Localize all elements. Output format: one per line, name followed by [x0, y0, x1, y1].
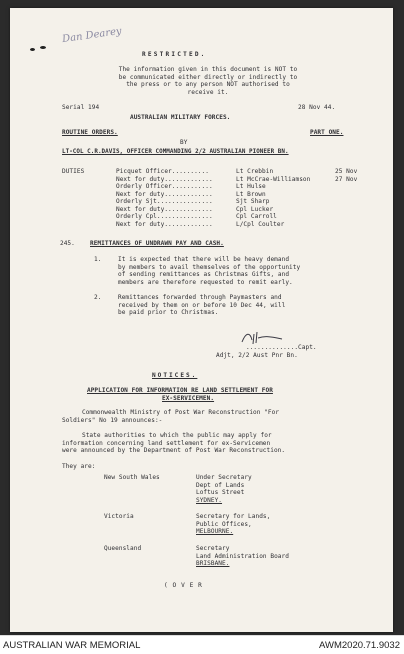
authority-line: Public Offices, [196, 520, 252, 528]
duty-person: Cpl Lucker [236, 205, 274, 213]
duty-role: Next for duty............. [116, 220, 213, 228]
duty-person: Lt Hulse [236, 183, 266, 190]
classification-heading: RESTRICTED. [142, 51, 207, 58]
serial-number: Serial 194 [62, 104, 100, 111]
orders-title: ROUTINE ORDERS. [62, 129, 118, 136]
duty-date: 25 Nov [335, 168, 358, 175]
paragraph-line: Remittances forwarded through Paymasters and [118, 294, 282, 301]
duties-label: DUTIES [62, 168, 85, 175]
paragraph-line: received by them on or before 10 Dec 44, will [118, 301, 286, 309]
authority-line: Dept of Lands [196, 481, 245, 489]
state-name: New South Wales [104, 474, 160, 481]
duty-role: Orderly Officer........... [116, 183, 213, 190]
document-page [10, 8, 393, 632]
paragraph-line: It is expected that there will be heavy demand [118, 256, 290, 263]
punch-mark [30, 48, 35, 51]
authority-line: Secretary for Lands, [196, 513, 271, 520]
item-title: REMITTANCES OF UNDRAWN PAY AND CASH. [90, 240, 224, 247]
duty-role: Next for duty............. [116, 205, 213, 213]
signature-line: ..............Capt. [246, 344, 317, 351]
footer-source: AUSTRALIAN WAR MEMORIAL [3, 640, 141, 651]
by-line: BY [180, 139, 188, 146]
paragraph-line: be paid prior to Christmas. [118, 309, 219, 316]
authority-line: Secretary [196, 545, 230, 552]
handwritten-annotation: Dan Dearey [61, 25, 123, 46]
part-title: PART ONE. [310, 129, 344, 136]
notice-intro: Commonwealth Ministry of Post War Reconstruction "For [82, 409, 280, 416]
force-heading: AUSTRALIAN MILITARY FORCES. [130, 114, 231, 121]
paragraph-line: of sending remittances as Christmas Gifts, and [118, 271, 290, 278]
notices-title: NOTICES. [152, 372, 198, 379]
state-name: Queensland [104, 545, 142, 552]
notice-heading: APPLICATION FOR INFORMATION RE LAND SETTLEMENT FOR [87, 387, 273, 394]
authority-line: Under Secretary [196, 474, 252, 481]
duty-person: L/Cpl Coulter [236, 220, 285, 228]
footer-bar [0, 635, 404, 654]
notice-heading: EX-SERVICEMEN. [162, 394, 215, 402]
paragraph-line: by members to avail themselves of the opportunity [118, 263, 301, 271]
duty-person: Cpl Carroll [236, 213, 277, 220]
duty-role: Picquet Officer.......... [116, 168, 209, 175]
authority-city: MELBOURNE. [196, 528, 234, 535]
duty-role: Orderly Sjt............... [116, 198, 213, 205]
authority-city: SYDNEY. [196, 496, 223, 504]
order-date: 28 Nov 44. [298, 104, 336, 111]
footer-accession-id: AWM2020.71.9032 [319, 640, 400, 651]
authority-line: Loftus Street [196, 489, 245, 496]
duty-role: Next for duty............. [116, 175, 213, 183]
notice-intro: Soldiers" No 19 announces:- [62, 416, 163, 424]
state-name: Victoria [104, 513, 134, 520]
duty-person: Lt McCrae-Williamson [236, 175, 311, 183]
item-number: 245. [60, 240, 75, 247]
over-marker: ( O V E R [164, 582, 203, 589]
adjutant-line: Adjt, 2/2 Aust Pnr Bn. [216, 352, 298, 359]
restriction-line-4: receive it. [187, 88, 229, 96]
paragraph-line: members are therefore requested to remit early. [118, 278, 293, 286]
notice-body: information concerning land settlement for ex-Servicemen [62, 439, 271, 447]
commander-line: LT-COL C.R.DAVIS, OFFICER COMMANDING 2/2 AUSTRALIAN PIONEER BN. [62, 149, 289, 155]
restriction-line-2: be communicated either directly or indirectly to [118, 73, 298, 81]
restriction-line-1: The information given in this document is NOT to [118, 66, 298, 73]
paragraph-number: 2. [94, 294, 102, 301]
punch-mark [40, 46, 46, 49]
duty-person: Lt Crebbin [236, 168, 274, 175]
duty-role: Orderly Cpl............... [116, 213, 213, 220]
duty-person: Sjt Sharp [236, 198, 270, 205]
authority-city: BRISBANE. [196, 560, 230, 567]
notice-body: were announced by the Department of Post War Reconstruction. [62, 447, 286, 454]
restriction-line-3: the press or to any person NOT authorised to [126, 81, 290, 88]
notice-body: State authorities to which the public may apply for [82, 432, 272, 439]
duty-role: Next for duty............. [116, 190, 213, 198]
duty-person: Lt Brown [236, 190, 266, 198]
authority-line: Land Administration Board [196, 552, 289, 560]
duty-date: 27 Nov [335, 175, 358, 183]
they-are-label: They are: [62, 463, 96, 470]
paragraph-number: 1. [94, 256, 102, 263]
